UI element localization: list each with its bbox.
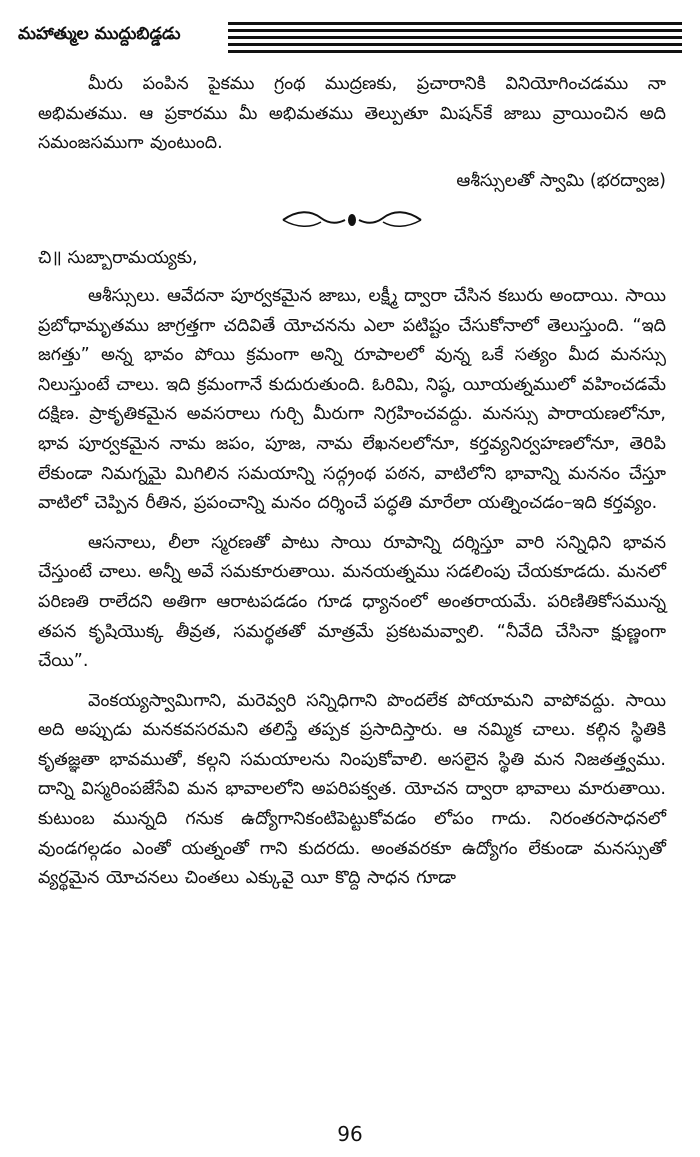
signature: ఆశీస్సులతో స్వామి (భరద్వాజ) <box>456 170 666 191</box>
paragraph-4: వెంకయ్యస్వామిగాని, మరెవ్వరి సన్నిధిగాని పొందలేక పోయామని వాపోవద్దు. సాయి అది అప్పుడు మనకవసరమని తలిస్తే తప్పక ప్రసాదిస్తారు. ఆ నమ్మిక చాలు. కల్గిన స్థితికి కృతజ్ఞతా భావముతో, కల్గని సమయాలను నింపుకోవాలి. అసలైన స్థితి మన నిజతత్త్వము. దాన్ని విస్మరింపజేసేవి మన భావాలలోని అపరిపక్వత. యోచన ద్వారా భావాలు మారుతాయి. కుటుంబ మున్నది గనుక ఉద్యోగానికంటిపెట్టుకోవడం లోపం గాదు. నిరంతరసాధనలో వుండగల్గడం ఎంతో యత్నంతో గాని కుదరదు. అంతవరకూ ఉద్యోగం లేకుండా మనస్సుతో వ్యర్థమైన యోచనలు చింతలు ఎక్కువై యీ కొద్ది సాధన గూడా <box>38 690 666 889</box>
ornament-divider <box>38 206 666 234</box>
page-body <box>38 70 666 894</box>
salutation: చి॥ సుబ్బారామయ్యకు, <box>38 248 198 269</box>
paragraph-1: మీరు పంపిన పైకము గ్రంథ ముద్రణకు, ప్రచారానికి వినియోగించడము నా అభిమతము. ఆ ప్రకారము మీ అభిమతము తెల్పుతూ మిషన్‌కే జాబు వ్రాయించిన అది సమంజసముగా వుంటుంది. <box>38 74 666 154</box>
page-header <box>18 18 682 56</box>
header-rules <box>228 22 682 57</box>
running-title: మహాత్ముల ముద్దుబిడ్డడు <box>18 24 181 44</box>
paragraph-2: ఆశీస్సులు. ఆవేదనా పూర్వకమైన జాబు, లక్ష్మీ ద్వారా చేసిన కబురు అందాయి. సాయి ప్రబోధామృతము జాగ్రత్తగా చదివితే యోచనను ఎలా పటిష్టం చేసుకోనాలో తెలుస్తుంది. “ఇది జగత్తు” అన్న భావం పోయి క్రమంగా అన్ని రూపాలలో వున్న ఒకే సత్యం మీద మనస్సు నిలుస్తుంటే చాలు. ఇది క్రమంగానే కుదురుతుంది. ఓరిమి, నిష్ఠ, యీయత్నములో వహించడమే దక్షిణ. ప్రాకృతికమైన అవసరాలు గుర్చి మీరుగా నిగ్రహించవద్దు. మనస్సు పారాయణలోనూ, భావ పూర్వకమైన నామ జపం, పూజ, నామ లేఖనలలోనూ, కర్తవ్యనిర్వహణలోనూ, తెరిపి లేకుండా నిమగ్నమై మిగిలిన సమయాన్ని సద్గ్రంథ పఠన, వాటిలోని భావాన్ని మననం చేస్తూ వాటిలో చెప్పిన రీతిన, ప్రపంచాన్ని మనం దర్శించే పద్ధతి మారేలా యత్నించడం–ఇది కర్తవ్యం. <box>38 285 666 514</box>
page-number: 96 <box>337 1122 363 1146</box>
paragraph-3: ఆసనాలు, లీలా స్మరణతో పాటు సాయి రూపాన్ని దర్శిస్తూ వారి సన్నిధిని భావన చేస్తుంటే చాలు. అన్నీ అవే సమకూరుతాయి. మనయత్నము సడలింపు చేయకూడదు. మనలో పరిణతి రాలేదని అతిగా ఆరాటపడడం గూడ ధ్యానంలో అంతరాయమే. పరిణితికోసమున్న తపన కృషియొక్క తీవ్రత, సమర్థతతో మాత్రమే ప్రకటమవ్వాలి. “నీవేది చేసినా క్షుణ్ణంగా చేయి”. <box>38 532 666 672</box>
flourish-icon <box>277 206 427 234</box>
